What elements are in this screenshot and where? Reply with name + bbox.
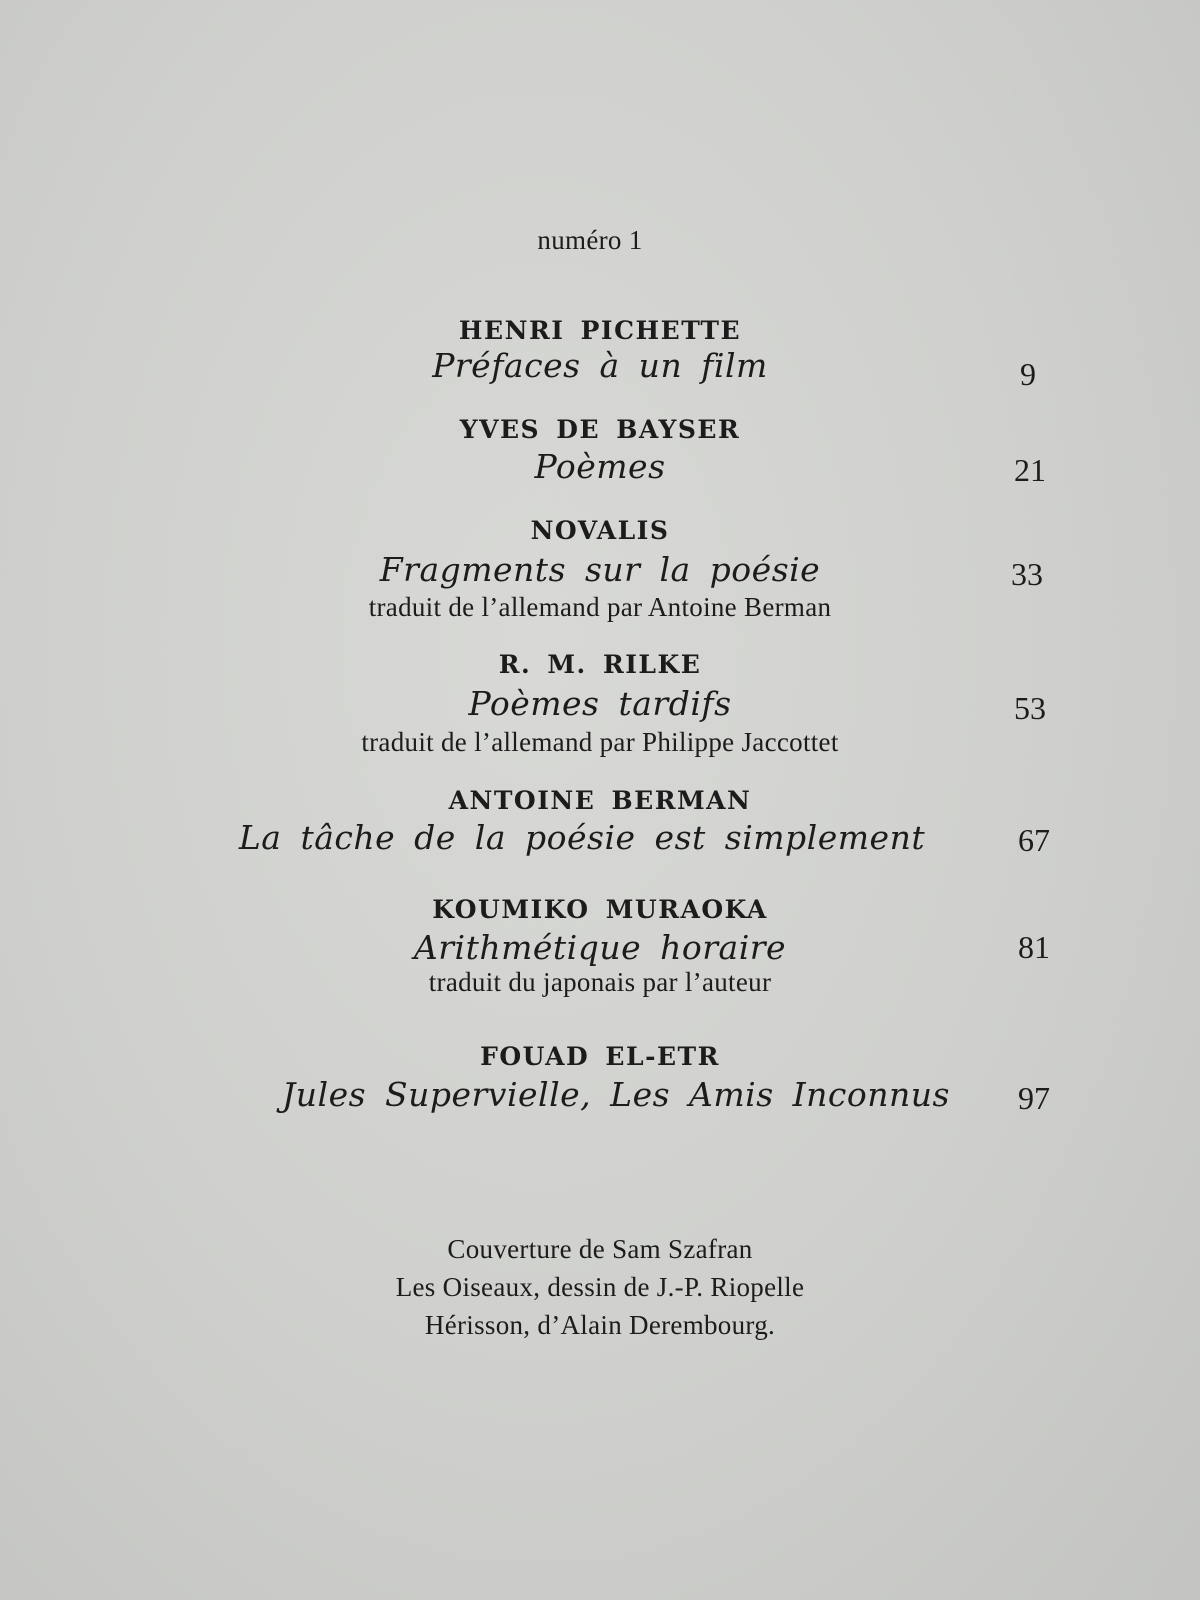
- entry-title: La tâche de la poésie est simplement: [238, 818, 926, 857]
- entry-page-number: 81: [1018, 929, 1050, 965]
- entry-page-number: 21: [1014, 452, 1046, 488]
- issue-number: numéro 1: [537, 225, 643, 255]
- entry-author: R. M. RILKE: [498, 650, 702, 679]
- entry-author: HENRI PICHETTE: [458, 316, 742, 345]
- entry-page-number: 33: [1011, 556, 1043, 592]
- entry-title: Arithmétique horaire: [413, 928, 787, 967]
- entry-title: Poèmes: [534, 447, 666, 486]
- entry-title: Fragments sur la poésie: [379, 550, 821, 589]
- entry-title: Poèmes tardifs: [468, 684, 732, 723]
- entry-author: NOVALIS: [530, 516, 670, 545]
- entry-page-number: 97: [1018, 1080, 1050, 1116]
- credit-line: Les Oiseaux, dessin de J.-P. Riopelle: [395, 1272, 805, 1302]
- credit-line: Couverture de Sam Szafran: [447, 1234, 753, 1264]
- entry-translator: traduit du japonais par l’auteur: [428, 967, 772, 997]
- entry-translator: traduit de l’allemand par Antoine Berman: [368, 592, 832, 622]
- entry-page-number: 53: [1014, 690, 1046, 726]
- entry-page-number: 9: [1020, 356, 1036, 392]
- entry-author: YVES DE BAYSER: [459, 415, 741, 444]
- credits: [0, 1230, 1200, 1344]
- entry-translator: traduit de l’allemand par Philippe Jaccottet: [361, 727, 839, 757]
- entry-title: Jules Supervielle, Les Amis Inconnus: [282, 1075, 950, 1114]
- entry-author: KOUMIKO MURAOKA: [432, 895, 768, 924]
- entry-author: ANTOINE BERMAN: [448, 786, 752, 815]
- entry-author: FOUAD EL-ETR: [480, 1042, 720, 1071]
- entry-title: Préfaces à un film: [432, 346, 768, 385]
- credit-line: Hérisson, d’Alain Derembourg.: [424, 1310, 776, 1340]
- entry-page-number: 67: [1018, 822, 1050, 858]
